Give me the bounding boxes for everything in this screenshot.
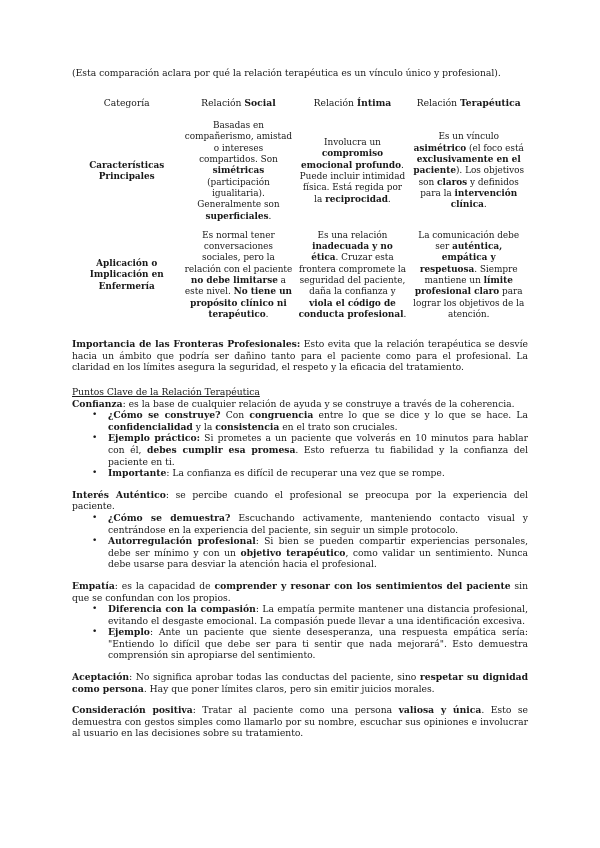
list-item: • Ejemplo práctico: Si prometes a un paciente que volverás en 10 minutos para hablar con él, debes cumplir esa promesa. Esto refuerza tu fiabilidad y la confianza del paciente en ti.	[108, 433, 528, 468]
cell-therapeutic: Es un vínculo asimétrico (el foco está exclusivamente en el paciente). Los objetivos son claros y definidos para la intervención clínica.	[413, 132, 525, 211]
empatia-definition: Empatía: es la capacidad de comprender y resonar con los sentimientos del paciente sin que se confundan con los propios.	[72, 580, 529, 604]
interes-definition: Interés Auténtico: se percibe cuando el profesional se preocupa por la experiencia del paciente.	[72, 489, 528, 513]
header-intimate: Relación Íntima	[313, 97, 392, 109]
confianza-list	[72, 410, 528, 480]
row-category: Características Principales	[89, 160, 165, 183]
cell-therapeutic: La comunicación debe ser auténtica, empática y respetuosa. Siempre mantiene un límite profesional claro para lograr los objetivos de la atención.	[413, 230, 525, 320]
table-row	[72, 117, 528, 227]
cell-social: Es normal tener conversaciones sociales, pero la relación con el paciente no debe limitarse a este nivel. No tiene un propósito clínico ni terapéutico.	[184, 230, 293, 320]
interes-list	[72, 513, 528, 571]
list-item: • Importante: La confianza es difícil de recuperar una vez que se rompe.	[108, 468, 528, 480]
list-item: • Autorregulación profesional: Si bien se pueden compartir experiencias personales, debe ser mínimo y con un objetivo terapéutico, como validar un sentimiento. Nunca debe usarse para desviar la atención hacia el profesional.	[108, 536, 528, 571]
row-category: Aplicación o Implicación en Enfermería	[89, 259, 164, 292]
confianza-definition: Confianza: es la base de cualquier relación de ayuda y se construye a través de la coherencia.	[72, 398, 515, 410]
consideracion-paragraph: Consideración positiva: Tratar al paciente como una persona valiosa y única. Esto se demuestra con gestos simples como llamarlo por su nombre, escuchar sus opiniones e involucrar al usuario en las decisiones sobre su tratamiento.	[72, 705, 528, 740]
empatia-list	[72, 604, 528, 662]
empatia-section	[72, 581, 528, 662]
relationship-comparison-table	[72, 94, 528, 326]
importance-paragraph: Importancia de las Fronteras Profesionales: Esto evita que la relación terapéutica se desvíe hacia un ámbito que podría ser dañino tanto para el paciente como para el profesional. La claridad en los límites asegura la seguridad, el respeto y la eficacia del tratamiento.	[72, 339, 528, 374]
aceptacion-paragraph: Aceptación: No significa aprobar todas las conductas del paciente, sino respetar su dignidad como persona. Hay que poner límites claros, pero sin emitir juicios morales.	[72, 672, 528, 695]
list-item: • Diferencia con la compasión: La empatía permite mantener una distancia profesional, evitando el desgaste emocional. La compasión puede llevar a una identificación excesiva.	[108, 604, 528, 627]
interes-section	[72, 490, 528, 571]
list-item: • ¿Cómo se demuestra? Escuchando activamente, manteniendo contacto visual y centrándose en la experiencia del paciente, sin seguir un simple protocolo.	[108, 513, 528, 536]
table-header-row	[72, 94, 528, 118]
document-page	[72, 68, 528, 740]
key-points-section	[72, 387, 528, 480]
header-category: Categoría	[103, 97, 150, 109]
cell-intimate: Es una relación inadecuada y no ética. Cruzar esta frontera compromete la seguridad del paciente, daña la confianza y viola el código de conducta profesional.	[298, 230, 407, 320]
key-points-heading: Puntos Clave de la Relación Terapéutica	[72, 387, 260, 399]
header-therapeutic: Relación Terapéutica	[416, 97, 521, 109]
list-item: • Ejemplo: Ante un paciente que siente desesperanza, una respuesta empática sería: "Entiendo lo difícil que debe ser para ti sentir que nada mejorará". Esto demuestra comprensión sin apropiarse del sentimiento.	[108, 627, 528, 662]
intro-note: (Esta comparación aclara por qué la relación terapéutica es un vínculo único y profesional).	[72, 68, 501, 79]
cell-social: Basadas en compañerismo, amistad o intereses compartidos. Son simétricas (participación igualitaria). Generalmente son superficiales.	[184, 121, 293, 222]
list-item: • ¿Cómo se construye? Con congruencia entre lo que se dice y lo que se hace. La confidencialidad y la consistencia en el trato son cruciales.	[108, 410, 528, 433]
cell-intimate: Involucra un compromiso emocional profundo. Puede incluir intimidad física. Está regida por la reciprocidad.	[299, 138, 406, 205]
header-social: Relación Social	[201, 97, 276, 109]
table-row	[72, 227, 528, 325]
